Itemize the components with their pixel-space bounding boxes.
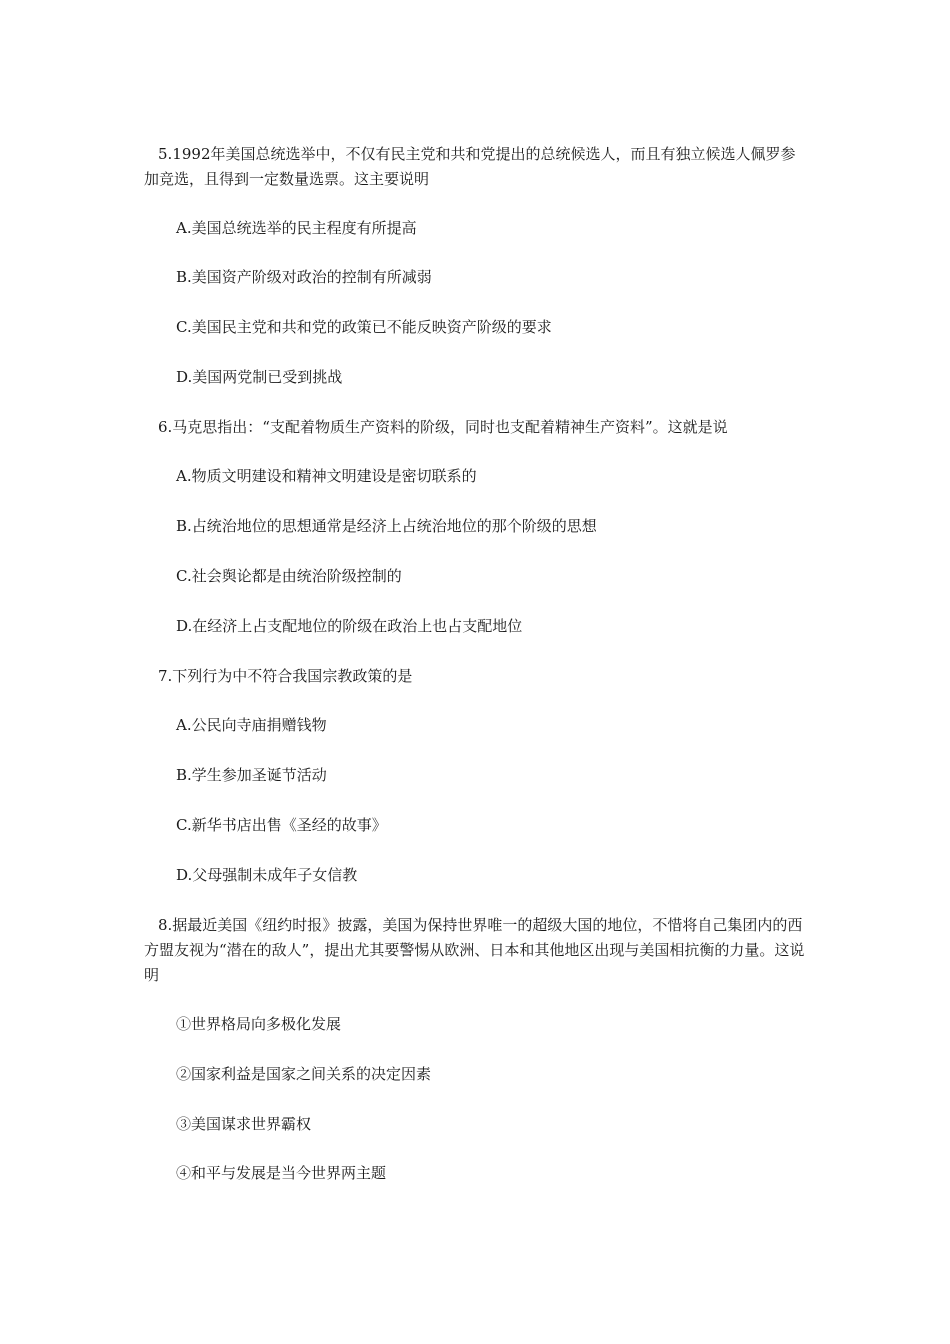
question-5-option-d: D.美国两党制已受到挑战	[176, 368, 343, 386]
question-6-option-b: B.占统治地位的思想通常是经济上占统治地位的那个阶级的思想	[176, 517, 597, 535]
question-5-option-c: C.美国民主党和共和党的政策已不能反映资产阶级的要求	[176, 318, 552, 336]
question-5-stem: 5.1992年美国总统选举中，不仅有民主党和共和党提出的总统候选人，而且有独立候选人佩罗参加竞选，且得到一定数量选票。这主要说明	[144, 145, 796, 188]
question-8-option-2: ②国家利益是国家之间关系的决定因素	[176, 1065, 432, 1083]
question-6-option-a: A.物质文明建设和精神文明建设是密切联系的	[176, 467, 477, 485]
question-6-option-d: D.在经济上占支配地位的阶级在政治上也占支配地位	[176, 617, 523, 635]
question-5-option-a: A.美国总统选举的民主程度有所提高	[176, 219, 417, 237]
question-6-option-c: C.社会舆论都是由统治阶级控制的	[176, 567, 402, 585]
question-7-option-a: A.公民向寺庙捐赠钱物	[176, 716, 327, 734]
question-7-stem: 7.下列行为中不符合我国宗教政策的是	[158, 667, 413, 685]
question-8-option-1: ①世界格局向多极化发展	[176, 1015, 342, 1033]
question-7-option-d: D.父母强制未成年子女信教	[176, 866, 358, 884]
question-7-option-c: C.新华书店出售《圣经的故事》	[176, 816, 387, 834]
question-8-option-3: ③美国谋求世界霸权	[176, 1115, 312, 1133]
question-8-stem: 8.据最近美国《纽约时报》披露，美国为保持世界唯一的超级大国的地位，不惜将自己集团内的西方盟友视为“潜在的敌人”，提出尤其要警惕从欧洲、日本和其他地区出现与美国相抗衡的力量。这说明	[144, 916, 805, 984]
question-5-option-b: B.美国资产阶级对政治的控制有所减弱	[176, 268, 432, 286]
question-8-option-4: ④和平与发展是当今世界两主题	[176, 1164, 387, 1182]
question-6-stem: 6.马克思指出：“支配着物质生产资料的阶级，同时也支配着精神生产资料”。这就是说	[158, 418, 728, 436]
question-7-option-b: B.学生参加圣诞节活动	[176, 766, 327, 784]
